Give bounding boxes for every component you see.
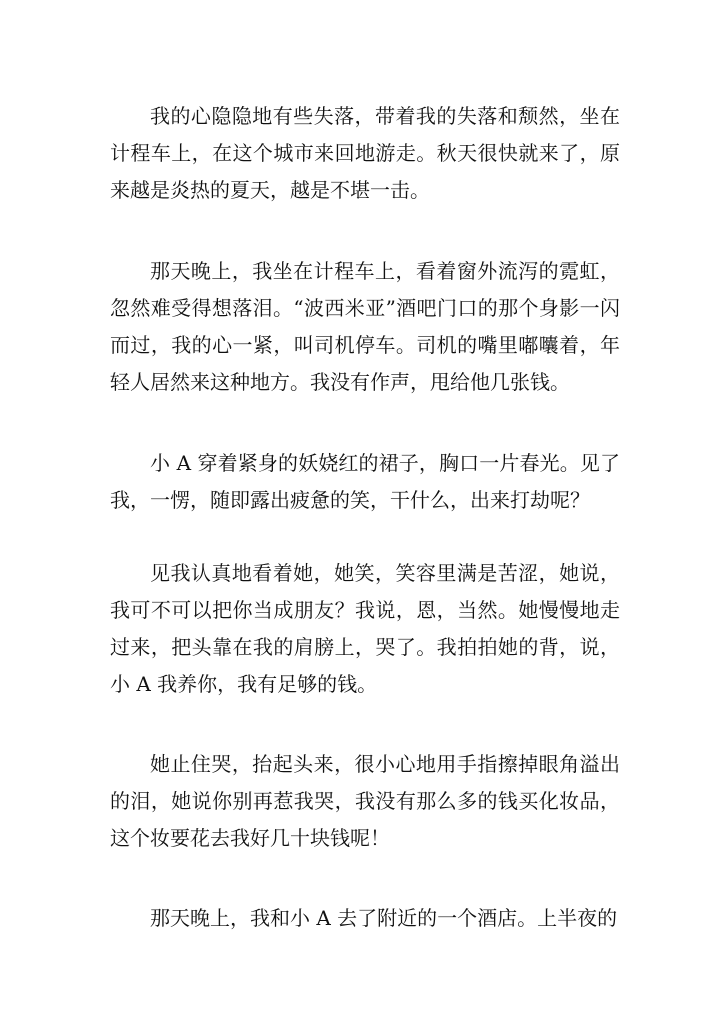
paragraph-6: 那天晚上，我和小 A 去了附近的一个酒店。上半夜的 xyxy=(150,906,618,930)
paragraph-5: 她止住哭，抬起头来，很小心地用手指擦掉眼角溢出的泪，她说你别再惹我哭，我没有那么多的钱买化妆品，这个妆要花去我好几十块钱呢！ xyxy=(110,752,620,850)
paragraph-4: 见我认真地看着她，她笑，笑容里满是苦涩，她说，我可不可以把你当成朋友？我说，恩，当然。她慢慢地走过来，把头靠在我的肩膀上，哭了。我拍拍她的背，说，小 A 我养你，我有足够的钱。 xyxy=(110,561,620,696)
paragraph-3: 小 A 穿着紧身的妖娆红的裙子，胸口一片春光。见了我，一愣，随即露出疲惫的笑，干什么，出来打劫呢？ xyxy=(110,451,620,512)
paragraph-2: 那天晚上，我坐在计程车上，看着窗外流泻的霓虹，忽然难受得想落泪。“波西米亚”酒吧门口的那个身影一闪而过，我的心一紧，叫司机停车。司机的嘴里嘟囔着，年轻人居然来这种地方。我没有作声，甩给他几张钱。 xyxy=(110,259,620,394)
paragraph-1: 我的心隐隐地有些失落，带着我的失落和颓然，坐在计程车上，在这个城市来回地游走。秋天很快就来了，原来越是炎热的夏天，越是不堪一击。 xyxy=(110,104,620,202)
